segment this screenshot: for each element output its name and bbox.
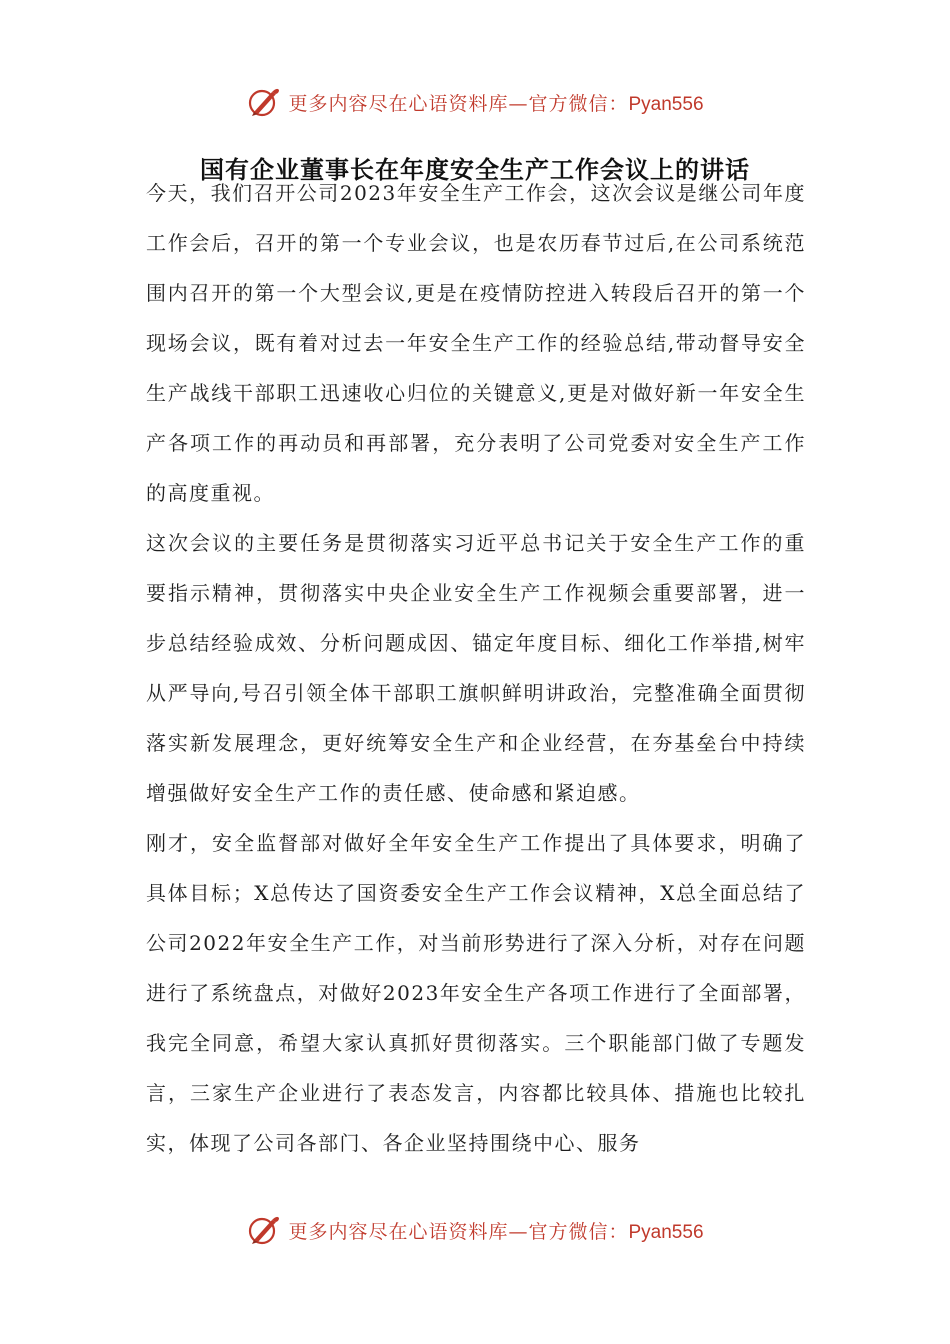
watermark-slogan: 更多内容尽在心语资料库—官方微信： [288,1220,629,1243]
paragraph-2: 这次会议的主要任务是贯彻落实习近平总书记关于安全生产工作的重要指示精神，贯彻落实中央企业安全生产工作视频会重要部署，进一步总结经验成效、分析问题成因、锚定年度目标、细化工作举措,树牢从严导向,号召引领全体干部职工旗帜鲜明讲政治，完整准确全面贯彻落实新发展理念，更好统筹安全生产和企业经营，在夯基垒台中持续增强做好安全生产工作的责任感、使命感和紧迫感。 [146,531,806,805]
paragraph-1: 今天，我们召开公司2023年安全生产工作会，这次会议是继公司年度工作会后，召开的第一个专业会议，也是农历春节过后,在公司系统范围内召开的第一个大型会议,更是在疫情防控进入转段后召开的第一个现场会议，既有着对过去一年安全生产工作的经验总结,带动督导安全生产战线干部职工迅速收心归位的关键意义,更是对做好新一年安全生 产各项工作的再动员和再部署，充分表明了公司党委对安全生产工作的高度重视。 [146,181,806,505]
watermark-banner-bottom [0,1210,950,1250]
watermark-slogan: 更多内容尽在心语资料库—官方微信： [288,92,629,115]
paragraph-3: 刚才，安全监督部对做好全年安全生产工作提出了具体要求，明确了具体目标；X总传达了国资委安全生产工作会议精神，X总全面总结了公司2022年安全生产工作，对当前形势进行了深入分析，对存在问题进行了系统盘点，对做好2023年安全生产各项工作进行了全面部署，我完全同意，希望大家认真抓好贯彻落实。三个职能部门做了专题发言，三家生产企业进行了表态发言，内容都比较具体、措施也比较扎实，体现了公司各部门、各企业坚持围绕中心、服务 [146,831,806,1155]
page-title: 国有企业董事长在年度安全生产工作会议上的讲话 [200,155,750,184]
pen-logo-icon [246,84,282,120]
watermark-banner-top [0,82,950,122]
watermark-wechat-id: Pyan556 [628,93,704,115]
watermark-text [288,89,703,116]
watermark-text [288,1217,703,1244]
pen-logo-icon [246,1212,282,1248]
document-body [146,168,806,1168]
watermark-wechat-id: Pyan556 [628,1221,704,1243]
